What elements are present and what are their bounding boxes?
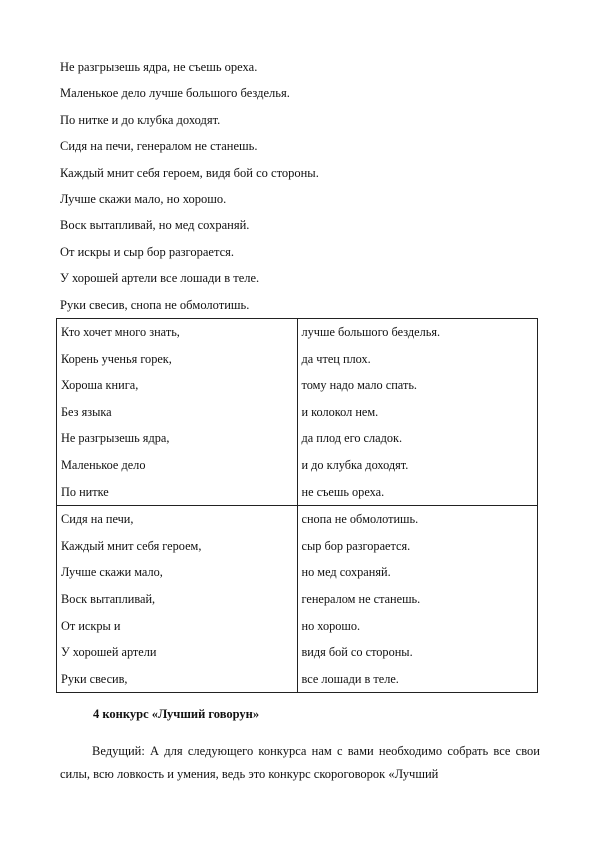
body-paragraph: Ведущий: А для следующего конкурса нам с вами необходимо собрать все свои силы, всю ловкость и умения, ведь это конкурс скороговорок «Лучший xyxy=(60,744,540,781)
cell-line: сыр бор разгорается. xyxy=(301,538,411,553)
cell-line: Не разгрызешь ядра, xyxy=(61,431,170,446)
proverb-line: Руки свесив, снопа не обмолотишь. xyxy=(60,297,250,312)
cell-line: От искры и xyxy=(61,618,121,633)
cell-line: и колокол нем. xyxy=(301,404,379,419)
cell-line: но хорошо. xyxy=(301,618,361,633)
cell-line: и до клубка доходят. xyxy=(301,457,409,472)
cell-line: все лошади в теле. xyxy=(301,671,399,686)
cell-line: снопа не обмолотишь. xyxy=(301,512,419,527)
proverb-line: Каждый мнит себя героем, видя бой со стороны. xyxy=(60,165,319,180)
cell-line: Лучше скажи мало, xyxy=(61,565,163,580)
table-cell-beginnings xyxy=(57,506,298,693)
section-heading: 4 конкурс «Лучший говорун» xyxy=(93,707,260,721)
proverb-line: Воск вытапливай, но мед сохраняй. xyxy=(60,218,250,233)
proverb-line: От искры и сыр бор разгорается. xyxy=(60,244,235,259)
proverb-line: По нитке и до клубка доходят. xyxy=(60,112,221,127)
cell-line: видя бой со стороны. xyxy=(301,645,413,660)
proverb-list xyxy=(60,54,319,318)
proverb-matching-table xyxy=(56,318,538,693)
table-cell-endings xyxy=(297,319,538,506)
proverb-line: Не разгрызешь ядра, не съешь ореха. xyxy=(60,60,258,74)
cell-line: лучше большого безделья. xyxy=(301,325,441,339)
cell-line: но мед сохраняй. xyxy=(301,565,391,580)
cell-line: не съешь ореха. xyxy=(301,484,385,499)
cell-line: Каждый мнит себя героем, xyxy=(61,538,202,553)
cell-line: Сидя на печи, xyxy=(61,512,134,527)
proverb-line: Маленькое дело лучше большого безделья. xyxy=(60,86,290,101)
cell-line: Воск вытапливай, xyxy=(61,591,156,606)
cell-line: Без языка xyxy=(61,404,112,419)
cell-line: По нитке xyxy=(61,484,109,499)
cell-line: да плод его сладок. xyxy=(301,431,403,446)
proverb-line: У хорошей артели все лошади в теле. xyxy=(60,271,260,286)
cell-line: тому надо мало спать. xyxy=(301,378,418,393)
table-cell-endings xyxy=(297,506,538,693)
cell-line: Маленькое дело xyxy=(61,457,146,472)
cell-line: Кто хочет много знать, xyxy=(61,325,180,339)
table-cell-beginnings xyxy=(57,319,298,506)
cell-line: У хорошей артели xyxy=(61,645,157,660)
cell-line: Руки свесив, xyxy=(61,671,128,686)
cell-line: Хороша книга, xyxy=(61,378,139,393)
table-row xyxy=(57,319,538,506)
cell-line: генералом не станешь. xyxy=(301,591,421,606)
proverb-line: Сидя на печи, генералом не станешь. xyxy=(60,139,258,154)
proverb-line: Лучше скажи мало, но хорошо. xyxy=(60,191,227,206)
cell-line: Корень ученья горек, xyxy=(61,351,172,366)
table-row xyxy=(57,506,538,693)
cell-line: да чтец плох. xyxy=(301,351,371,366)
